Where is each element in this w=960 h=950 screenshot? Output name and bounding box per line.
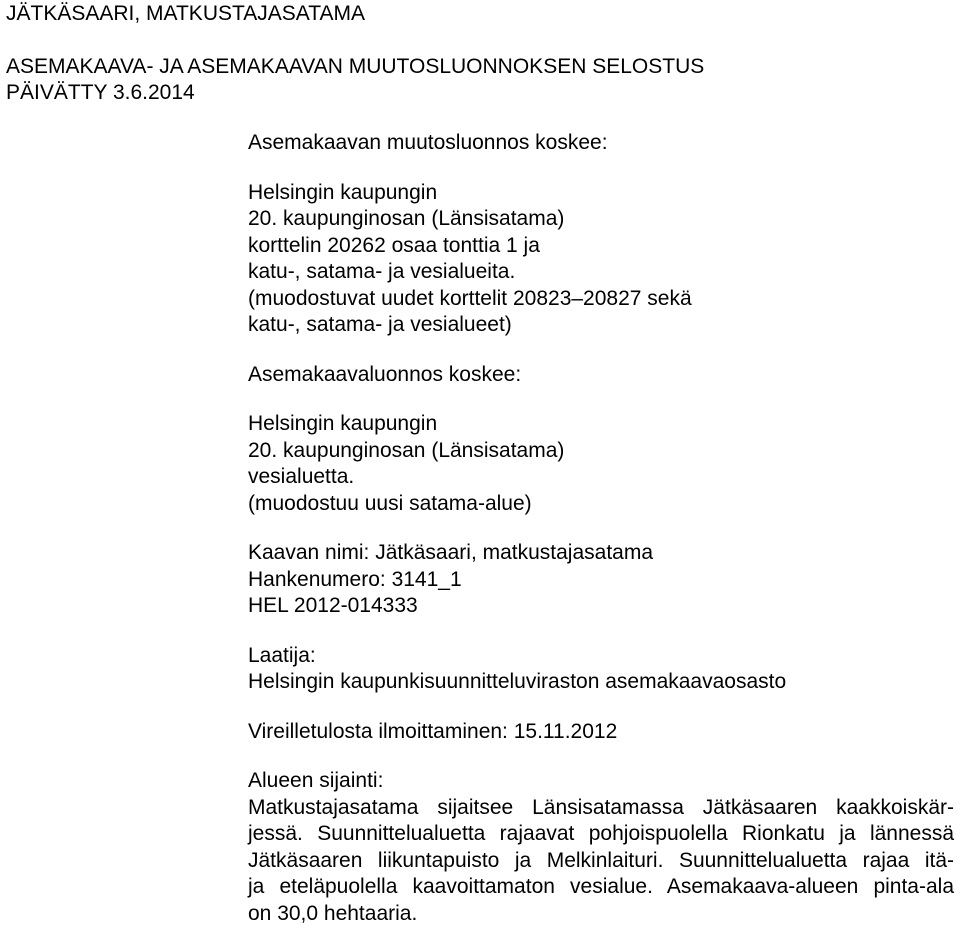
document-body xyxy=(248,130,954,950)
plan-line: Helsingin kaupungin xyxy=(248,412,438,435)
change-heading: Asemakaavan muutosluonnos koskee: xyxy=(248,131,608,154)
location-line: ja eteläpuolella kaavoittamaton vesialue. Asemakaava-alueen pinta-ala xyxy=(248,875,954,898)
location-line: on 30,0 hehtaaria. xyxy=(248,901,418,925)
change-section xyxy=(248,130,954,157)
change-line: katu-, satama- ja vesialueet) xyxy=(248,313,512,336)
plan-line: (muodostuu uusi satama-alue) xyxy=(248,491,532,515)
change-line: 20. kaupunginosan (Länsisatama) xyxy=(248,207,565,230)
notice-section xyxy=(248,719,954,746)
location-section xyxy=(248,768,954,927)
author-label: Laatija: xyxy=(248,643,316,667)
change-line: katu-, satama- ja vesialueita. xyxy=(248,260,516,283)
plan-section xyxy=(248,362,954,389)
updated-date: PÄIVÄTTY 3.6.2014 xyxy=(6,81,195,104)
location-line: Jätkäsaaren liikuntapuisto ja Melkinlaituri. Suunnittelualuetta rajaa itä- xyxy=(248,848,954,872)
author-value: Helsingin kaupunkisuunnitteluviraston asemakaavaosasto xyxy=(248,670,787,693)
place-title: JÄTKÄSAARI, MATKUSTAJASATAMA xyxy=(6,2,365,25)
header-spacer xyxy=(6,28,946,54)
change-line: (muodostuvat uudet korttelit 20823–20827 sekä xyxy=(248,286,692,310)
identifiers-section xyxy=(248,540,954,620)
location-line: Matkustajasatama sijaitsee Länsisatamassa Jätkäsaaren kaakkoiskär- xyxy=(248,795,954,819)
notice-date: Vireilletulosta ilmoittaminen: 15.11.2012 xyxy=(248,719,618,743)
plan-line: 20. kaupunginosan (Länsisatama) xyxy=(248,438,565,462)
project-number: Hankenumero: 3141_1 xyxy=(248,567,462,591)
document-title: ASEMAKAAVA- JA ASEMAKAAVAN MUUTOSLUONNOKSEN SELOSTUS xyxy=(6,54,705,78)
plan-name: Kaavan nimi: Jätkäsaari, matkustajasatama xyxy=(248,541,654,564)
plan-heading: Asemakaavaluonnos koskee: xyxy=(248,362,522,386)
change-details xyxy=(248,180,954,339)
location-label: Alueen sijainti: xyxy=(248,769,384,792)
plan-details xyxy=(248,411,954,517)
author-section xyxy=(248,643,954,696)
change-line: Helsingin kaupungin xyxy=(248,180,438,204)
plan-line: vesialuetta. xyxy=(248,465,355,488)
document-header xyxy=(6,1,946,107)
location-line: jessä. Suunnittelualuetta rajaavat pohjoispuolella Rionkatu ja lännessä xyxy=(248,822,954,845)
hel-number: HEL 2012-014333 xyxy=(248,594,418,617)
change-line: korttelin 20262 osaa tonttia 1 ja xyxy=(248,233,540,257)
